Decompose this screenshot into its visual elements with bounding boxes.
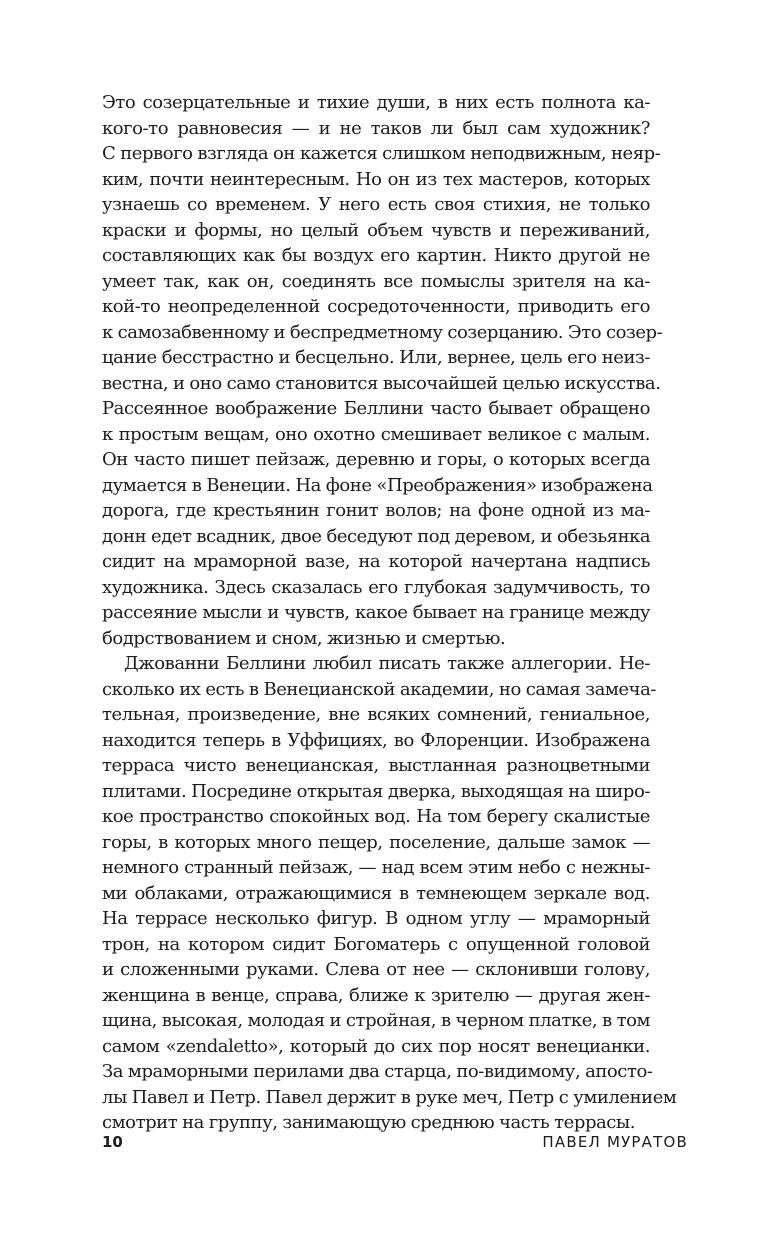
text-line: На террасе несколько фигур. В одном углу — мраморный: [102, 908, 650, 929]
text-line: вестна, и оно само становится высочайшей целью искусства.: [102, 372, 661, 394]
text-line: горы, в которых много пещер, поселение, дальше замок —: [102, 831, 650, 853]
running-head: ПАВЕЛ МУРАТОВ: [542, 1133, 688, 1151]
text-line: самом «zendaletto», который до сих пор носят венецианки.: [102, 1035, 650, 1057]
text-line: ми облаками, отражающимися в темнеющем зеркале вод.: [102, 882, 650, 904]
text-line: и сложенными руками. Слева от нее — склонивши голову,: [102, 959, 650, 980]
text-line: к простым вещам, оно охотно смешивает великое с малым.: [102, 423, 650, 445]
text-line: Он часто пишет пейзаж, деревню и горы, о которых всегда: [102, 449, 650, 470]
text-line: сидит на мраморной вазе, на которой начертана надпись: [102, 551, 650, 572]
text-line: кое пространство спокойных вод. На том берегу скалистые: [102, 806, 650, 827]
text-line: донн едет всадник, двое беседуют под деревом, и обезьянка: [102, 525, 651, 547]
page-number: 10: [102, 1133, 123, 1151]
text-line: немного странный пейзаж, — над всем этим небо с нежны-: [102, 857, 650, 878]
text-line: тельная, произведение, вне всяких сомнений, гениальное,: [102, 704, 650, 725]
text-line: к самозабвенному и беспредметному созерцанию. Это созер-: [102, 321, 663, 343]
text-line: лы Павел и Петр. Павел держит в руке меч, Петр с умилением: [102, 1086, 677, 1108]
text-line: краски и формы, но целый объем чувств и переживаний,: [102, 219, 650, 241]
text-line: Это созерцательные и тихие души, в них есть полнота ка-: [102, 92, 650, 113]
page-footer: [102, 1133, 688, 1159]
text-line: трон, на котором сидит Богоматерь с опущенной головой: [102, 933, 650, 955]
text-line: ким, почти неинтересным. Но он из тех мастеров, которых: [102, 168, 650, 190]
text-line: Джованни Беллини любил писать также аллегории. Не-: [124, 653, 650, 674]
text-line: смотрит на группу, занимающую среднюю часть террасы.: [102, 1112, 636, 1133]
text-line: плитами. Посредине открытая дверка, выходящая на широ-: [102, 780, 650, 802]
text-line: Рассеянное воображение Беллини часто бывает обращено: [102, 398, 650, 419]
text-line: С первого взгляда он кажется слишком неподвижным, неяр-: [102, 143, 661, 164]
body-text: [102, 90, 677, 1136]
text-line: кого-то равновесия — и не таков ли был сам художник?: [102, 117, 650, 139]
paragraph-2: [102, 651, 677, 1136]
text-line: думается в Венеции. На фоне «Преображения» изображена: [102, 474, 653, 496]
text-line: узнаешь со временем. У него есть своя стихия, не только: [102, 194, 650, 215]
text-line: составляющих как бы воздух его картин. Никто другой не: [102, 245, 650, 266]
text-line: художника. Здесь сказалась его глубокая задумчивость, то: [102, 576, 650, 598]
text-line: рассеяние мысли и чувств, какое бывает на границе между: [102, 602, 650, 623]
text-line: цание бесстрастно и бесцельно. Или, вернее, цель его неиз-: [102, 347, 650, 368]
text-line: сколько их есть в Венецианской академии, но самая замеча-: [102, 678, 656, 700]
text-line: умеет так, как он, соединять все помыслы зрителя на ка-: [102, 270, 650, 292]
text-line: щина, высокая, молодая и стройная, в черном платке, в том: [102, 1010, 651, 1031]
paragraph-1: [102, 90, 663, 651]
text-line: дорога, где крестьянин гонит волов; на фоне одной из ма-: [102, 500, 650, 521]
text-line: За мраморными перилами два старца, по-видимому, апосто-: [102, 1061, 653, 1082]
text-line: бодрствованием и сном, жизнью и смертью.: [102, 627, 506, 649]
text-line: женщина в венце, справа, ближе к зрителю — другая жен-: [102, 984, 650, 1006]
text-line: терраса чисто венецианская, выстланная разноцветными: [102, 755, 650, 776]
text-line: кой-то неопределенной сосредоточенности, приводить его: [102, 296, 650, 317]
text-line: находится теперь в Уффициях, во Флоренции. Изображена: [102, 729, 650, 751]
